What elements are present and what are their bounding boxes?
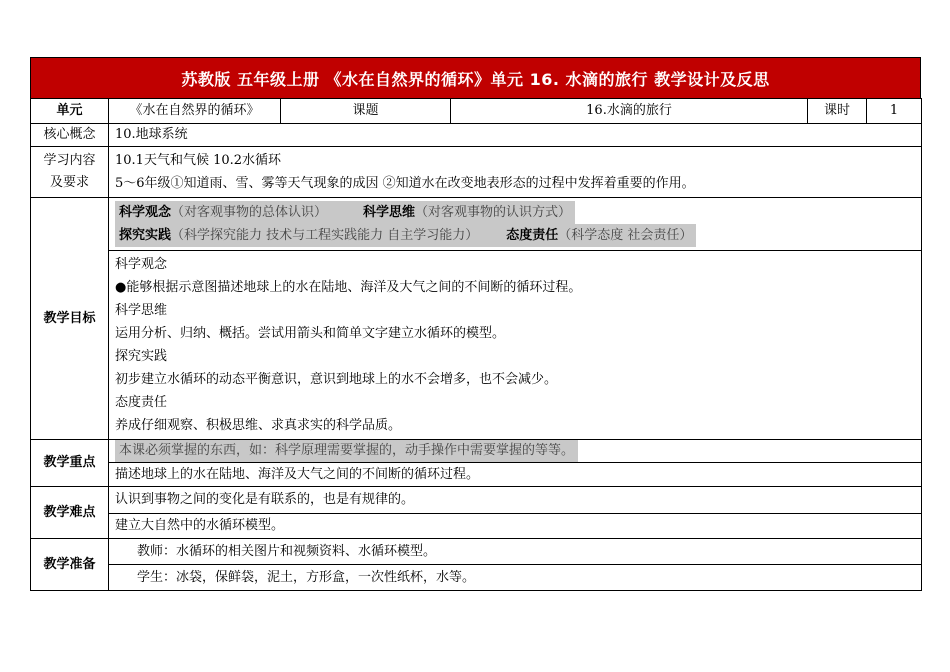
period-value: 1 bbox=[867, 99, 922, 124]
goal-category-thinking-note: （对客观事物的认识方式） bbox=[415, 205, 572, 220]
learning-label bbox=[31, 147, 109, 198]
goals-body-row bbox=[31, 251, 922, 440]
goal-category-attitude-note: （科学态度 社会责任） bbox=[558, 228, 693, 243]
goal-category-thinking: 科学思维 bbox=[363, 205, 416, 220]
goals-body-cell bbox=[109, 251, 922, 440]
learning-content bbox=[109, 147, 922, 198]
goals-header-cell bbox=[109, 198, 922, 251]
learning-line2: 5～6年级①知道雨、雪、雾等天气现象的成因 ②知道水在改变地表形态的过程中发挥着重要的作用。 bbox=[115, 176, 695, 191]
goal-category-attitude: 态度责任 bbox=[506, 228, 559, 243]
difficulty-line1: 认识到事物之间的变化是有联系的，也是有规律的。 bbox=[109, 487, 922, 514]
goal-line: 态度责任 bbox=[115, 395, 168, 410]
goals-header-highlight-1 bbox=[115, 201, 575, 224]
goal-line: 探究实践 bbox=[115, 349, 168, 364]
lesson-value: 16.水滴的旅行 bbox=[451, 99, 808, 124]
goal-line: 科学思维 bbox=[115, 303, 168, 318]
unit-value: 《水在自然界的循环》 bbox=[109, 99, 281, 124]
core-concept-row bbox=[31, 124, 922, 147]
goal-line: 运用分析、归纳、概括。尝试用箭头和简单文字建立水循环的模型。 bbox=[115, 326, 506, 341]
goal-category-concept-note: （对客观事物的总体认识） bbox=[171, 205, 328, 220]
goal-line: 养成仔细观察、积极思维、求真求实的科学品质。 bbox=[115, 418, 402, 433]
keypoint-note: 本课必须掌握的东西，如：科学原理需要掌握的，动手操作中需要掌握的等等。 bbox=[115, 440, 578, 462]
lesson-plan-document bbox=[30, 57, 921, 591]
difficulty-row-1 bbox=[31, 487, 922, 514]
core-concept-label: 核心概念 bbox=[31, 124, 109, 147]
core-concept-value: 10.地球系统 bbox=[109, 124, 922, 147]
prep-row-1 bbox=[31, 539, 922, 565]
keypoint-value-row bbox=[31, 463, 922, 487]
prep-student: 学生：冰袋，保鲜袋，泥土，方形盒，一次性纸杯，水等。 bbox=[109, 565, 922, 591]
difficulty-line2: 建立大自然中的水循环模型。 bbox=[109, 514, 922, 539]
keypoint-note-cell bbox=[109, 440, 922, 463]
document-title: 苏教版 五年级上册 《水在自然界的循环》单元 16. 水滴的旅行 教学设计及反思 bbox=[30, 57, 921, 98]
learning-line1: 10.1天气和气候 10.2水循环 bbox=[115, 153, 282, 168]
learning-row bbox=[31, 147, 922, 198]
goals-header-line1 bbox=[115, 201, 915, 224]
lesson-label: 课题 bbox=[281, 99, 451, 124]
goals-label: 教学目标 bbox=[31, 198, 109, 440]
difficulty-label: 教学难点 bbox=[31, 487, 109, 539]
keypoint-value: 描述地球上的水在陆地、海洋及大气之间的不间断的循环过程。 bbox=[109, 463, 922, 487]
difficulty-row-2 bbox=[31, 514, 922, 539]
prep-teacher: 教师：水循环的相关图片和视频资料、水循环模型。 bbox=[109, 539, 922, 565]
learning-label-line2: 及要求 bbox=[49, 175, 89, 190]
goals-header-line2 bbox=[115, 224, 915, 247]
lesson-table bbox=[30, 98, 922, 591]
goal-line: ●能够根据示意图描述地球上的水在陆地、海洋及大气之间的不间断的循环过程。 bbox=[115, 280, 582, 295]
prep-row-2 bbox=[31, 565, 922, 591]
goal-line: 科学观念 bbox=[115, 257, 168, 272]
keypoint-label: 教学重点 bbox=[31, 440, 109, 487]
learning-label-line1: 学习内容 bbox=[43, 153, 96, 168]
goal-category-practice: 探究实践 bbox=[119, 228, 172, 243]
period-label: 课时 bbox=[808, 99, 867, 124]
goal-category-concept: 科学观念 bbox=[119, 205, 172, 220]
goal-category-practice-note: （科学探究能力 技术与工程实践能力 自主学习能力） bbox=[171, 228, 479, 243]
prep-label: 教学准备 bbox=[31, 539, 109, 591]
goals-header-row bbox=[31, 198, 922, 251]
goals-header-highlight-2 bbox=[115, 224, 696, 247]
goal-line: 初步建立水循环的动态平衡意识，意识到地球上的水不会增多，也不会减少。 bbox=[115, 372, 558, 387]
unit-label: 单元 bbox=[31, 99, 109, 124]
keypoint-note-row bbox=[31, 440, 922, 463]
header-row bbox=[31, 99, 922, 124]
